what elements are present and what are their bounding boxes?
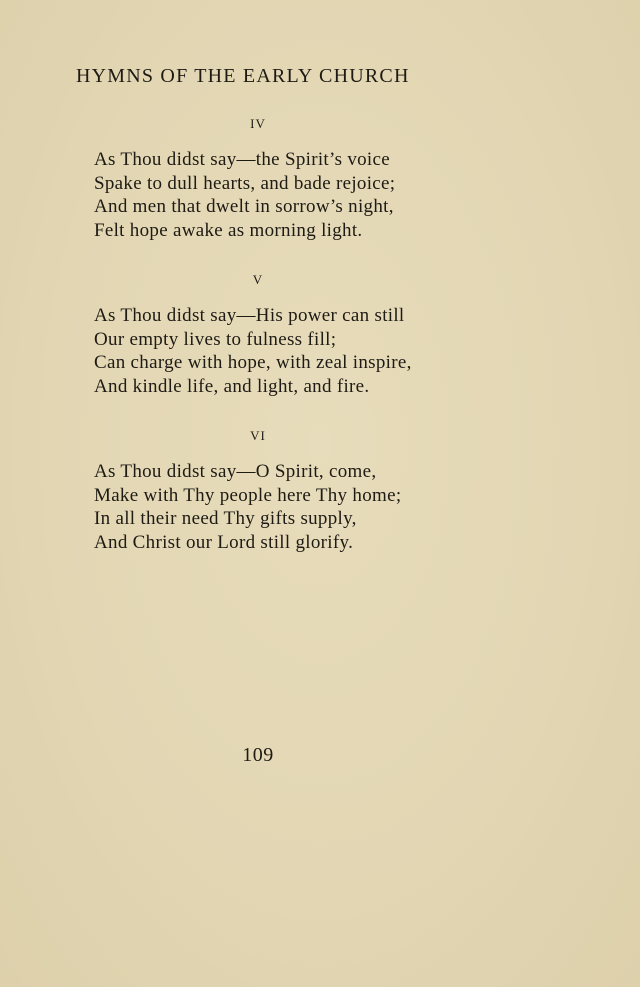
verse-line: As Thou didst say—His power can still xyxy=(94,305,405,326)
verse-line: As Thou didst say—O Spirit, come, xyxy=(94,461,377,482)
verse-line: And Christ our Lord still glorify. xyxy=(94,531,354,553)
verse-line: And kindle life, and light, and fire. xyxy=(94,375,370,397)
verse-line: Make with Thy people here Thy home; xyxy=(94,484,402,506)
stanza-number-iv: IV xyxy=(250,116,266,131)
page-number: 109 xyxy=(242,744,274,766)
verse-line: Felt hope awake as morning light. xyxy=(94,219,363,241)
stanza-iv xyxy=(94,148,395,242)
stanza-number-v: V xyxy=(252,272,264,287)
verse-line: Can charge with hope, with zeal inspire, xyxy=(94,352,412,373)
running-head: HYMNS OF THE EARLY CHURCH xyxy=(76,65,410,87)
stanza-number-vi: VI xyxy=(250,428,266,443)
verse-line: Our empty lives to fulness fill; xyxy=(94,328,337,350)
verse-line: In all their need Thy gifts supply, xyxy=(94,508,357,529)
verse-line: Spake to dull hearts, and bade rejoice; xyxy=(94,172,396,194)
stanza-v xyxy=(94,304,412,398)
verse-line: And men that dwelt in sorrow’s night, xyxy=(94,196,394,217)
verse-line: As Thou didst say—the Spirit’s voice xyxy=(94,149,390,170)
stanza-vi xyxy=(94,460,401,554)
